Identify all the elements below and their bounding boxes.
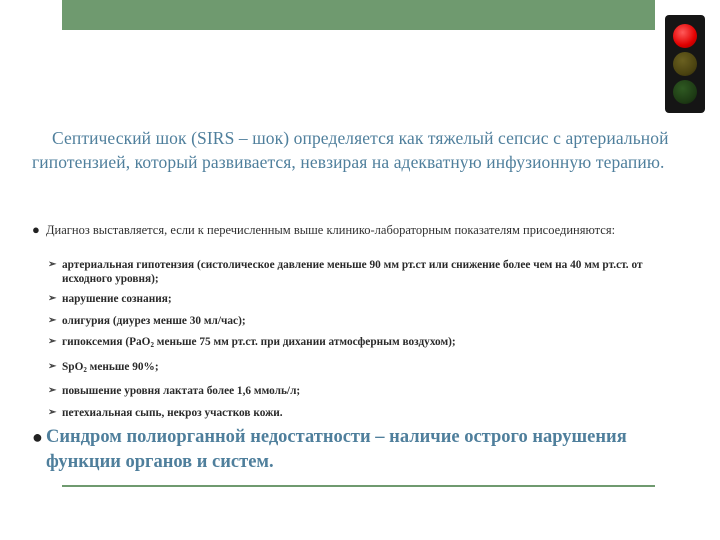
- diagnosis-text: Диагноз выставляется, если к перечисленным выше клинико-лабораторным показателям присоединяются:: [46, 223, 616, 237]
- list-item: ➢ SpO$_2$ меньше 90%;: [48, 360, 159, 374]
- arrow-bullet-icon: ➢: [48, 336, 57, 347]
- septic-shock-definition: [32, 126, 682, 174]
- mods-text: Синдром полиорганной недостатности – наличие острого нарушения функции органов и систем.: [46, 427, 627, 472]
- bottom-divider: [62, 485, 655, 487]
- round-bullet-icon: ●: [32, 427, 43, 447]
- list-item: ➢ петехиальная сыпь, некроз участков кожи.: [48, 406, 283, 419]
- arrow-bullet-icon: ➢: [48, 293, 57, 304]
- list-item: ➢ артериальная гипотензия (систолическое давление меньше 90 мм рт.ст или снижение более чем на 40 мм рт.ст. от исходного уровня);: [48, 259, 643, 285]
- mods-paragraph: [32, 425, 682, 475]
- arrow-bullet-icon: ➢: [48, 360, 57, 372]
- arrow-bullet-icon: ➢: [48, 406, 57, 418]
- yellow-lamp: [673, 52, 697, 76]
- definition-text: Септический шок (SIRS – шок) определяется как тяжелый сепсис с артериальной гипотензией, который развивается, невзирая на адекватную инфузионную терапию.: [32, 128, 669, 172]
- round-bullet-icon: ●: [32, 222, 40, 237]
- list-item: ➢ олигурия (диурез менше 30 мл/час);: [48, 314, 246, 327]
- list-item: ➢ гипоксемия (РаО$_2$ меньше 75 мм рт.ст. при дихании атмосферным воздухом);: [48, 336, 456, 349]
- diagnosis-paragraph: [32, 221, 672, 239]
- list-item: ➢ повышение уровня лактата более 1,6 ммоль/л;: [48, 385, 301, 397]
- header-bar: [62, 0, 655, 30]
- arrow-bullet-icon: ➢: [48, 314, 57, 326]
- list-item: ➢ нарушение сознания;: [48, 293, 172, 305]
- traffic-light-icon: [665, 15, 705, 113]
- red-lamp: [673, 24, 697, 48]
- arrow-bullet-icon: ➢: [48, 259, 57, 270]
- criteria-list: [48, 258, 688, 427]
- green-lamp: [673, 80, 697, 104]
- arrow-bullet-icon: ➢: [48, 385, 57, 396]
